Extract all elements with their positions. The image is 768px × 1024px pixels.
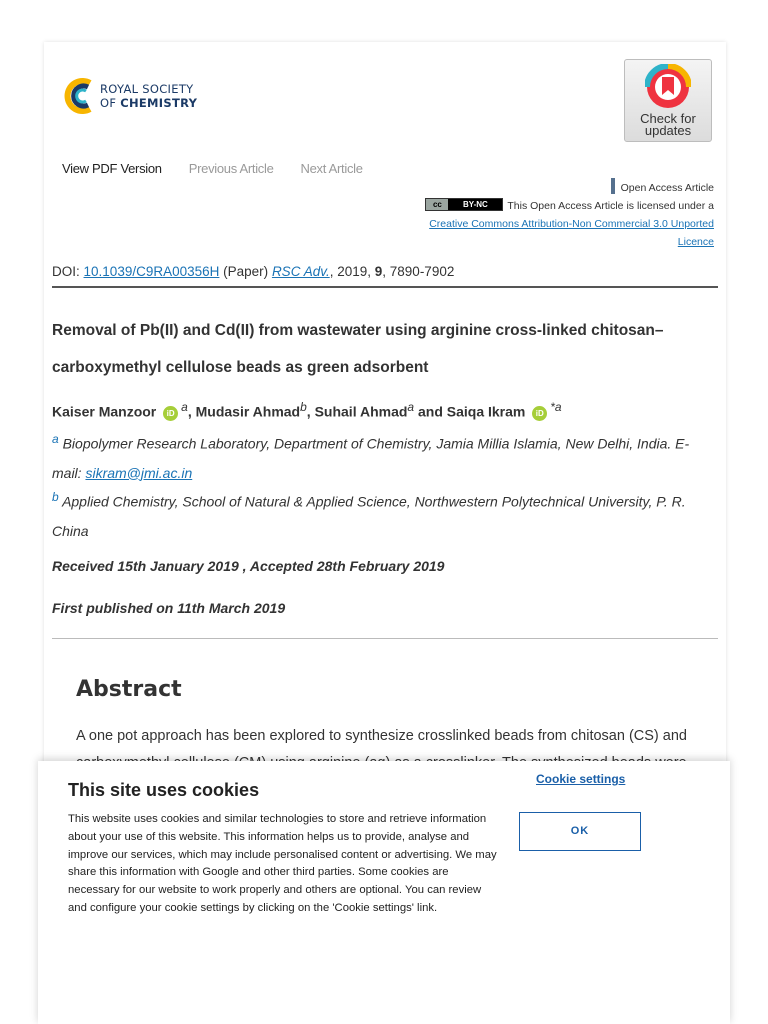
author-affil-sup: a — [407, 400, 415, 414]
author-list: Kaiser Manzoor iD $^a$, Mudasir Ahmad$^b$, Suhail Ahmad$^a$ and Saiqa Ikram iD $^{*a}$ — [52, 400, 562, 420]
author-affil-sup: b — [300, 400, 307, 414]
abstract-heading: Abstract — [76, 677, 182, 702]
logo-line-1: ROYAL SOCIETY — [100, 82, 194, 96]
citation-volume: 9 — [374, 264, 383, 279]
affil-a-sup: a — [52, 432, 59, 446]
view-pdf-link[interactable]: View PDF Version — [62, 161, 162, 176]
orcid-icon[interactable]: iD — [532, 406, 547, 421]
logo-line-2-prefix: OF — [100, 96, 121, 110]
affil-b-text: Applied Chemistry, School of Natural & Applied Science, Northwestern Polytechnical University, P. R. China — [52, 493, 686, 539]
crossmark-icon — [645, 64, 691, 110]
license-link[interactable]: Creative Commons Attribution-Non Commercial 3.0 Unported — [429, 218, 714, 230]
cc-by-nc-icon — [425, 198, 503, 211]
published-date: First published on 11th March 2019 — [52, 600, 286, 616]
orcid-icon[interactable]: iD — [163, 406, 178, 421]
article-type: (Paper) — [223, 264, 269, 279]
cc-badge-right: BY-NC — [448, 199, 502, 210]
cookie-banner — [38, 761, 730, 1024]
open-access-label: Open Access Article — [620, 182, 714, 194]
journal-link[interactable]: RSC Adv. — [271, 264, 330, 279]
cookie-title: This site uses cookies — [68, 780, 260, 800]
abstract-text: A one pot approach has been explored to synthesize crosslinked beads from chitosan (CS) and — [76, 728, 687, 744]
author-name[interactable]: Suhail Ahmad — [314, 403, 408, 420]
citation-year: , 2019, — [329, 264, 371, 279]
author-affil-sup: a — [181, 400, 188, 414]
license-link-line-2[interactable]: Licence — [677, 236, 714, 248]
rsc-logo-icon — [62, 77, 98, 115]
check-updates-label — [625, 113, 711, 137]
email-link[interactable]: sikram@jmi.ac.in — [85, 464, 193, 481]
affil-b-sup: b — [52, 490, 59, 504]
header-divider — [52, 286, 718, 288]
licensed-text: This Open Access Article is licensed under a — [507, 200, 714, 212]
open-access-flag-icon — [611, 178, 615, 194]
cookie-ok-button[interactable]: OK — [519, 812, 641, 851]
author-name[interactable]: Kaiser Manzoor — [52, 403, 157, 420]
affiliation-a — [52, 425, 718, 488]
doi-link[interactable]: 10.1039/C9RA00356H — [83, 264, 220, 279]
article-title: Removal of Pb(II) and Cd(II) from wastewater using arginine cross-linked chitosan–carboxymethyl cellulose beads as green adsorbent — [52, 322, 664, 376]
previous-article-link[interactable]: Previous Article — [188, 161, 274, 176]
doi-label: DOI: — [52, 264, 80, 279]
and-text: and — [417, 403, 443, 420]
citation-pages: , 7890-7902 — [382, 264, 455, 279]
author-name[interactable]: Saiqa Ikram — [446, 403, 526, 420]
cookie-body: This website uses cookies and similar technologies to store and retrieve information about your use of this website. This information helps us to provide, analyse and improve our services, which may include personalised content or advertising. We may share this information with Google and other third parties. Some cookies are necessary for our website to work properly and others are optional. You can review and configure your cookie settings by clicking on the 'Cookie settings' link. — [68, 813, 497, 914]
cookie-settings-link[interactable]: Cookie settings — [536, 772, 626, 786]
author-affil-sup: *a — [550, 400, 562, 414]
check-for-updates-button[interactable] — [624, 59, 712, 142]
affiliation-b — [52, 483, 718, 546]
license-block — [425, 178, 714, 251]
section-divider — [52, 638, 718, 639]
check-updates-line-1: Check for — [640, 111, 696, 126]
rsc-logo[interactable] — [62, 76, 212, 116]
logo-line-2-bold: CHEMISTRY — [120, 96, 198, 110]
logo-text — [100, 82, 197, 110]
next-article-link[interactable]: Next Article — [300, 161, 363, 176]
affil-a-text: Biopolymer Research Laboratory, Department of Chemistry, Jamia Millia Islamia, New Delhi, India. E-mail: — [52, 435, 690, 481]
received-dates: Received 15th January 2019 , Accepted 28th February 2019 — [52, 558, 445, 574]
author-name[interactable]: Mudasir Ahmad — [195, 403, 301, 420]
article-nav — [62, 161, 363, 176]
cc-badge-left: cc — [426, 199, 448, 210]
check-updates-line-2: updates — [644, 123, 692, 138]
citation-line — [52, 264, 454, 279]
